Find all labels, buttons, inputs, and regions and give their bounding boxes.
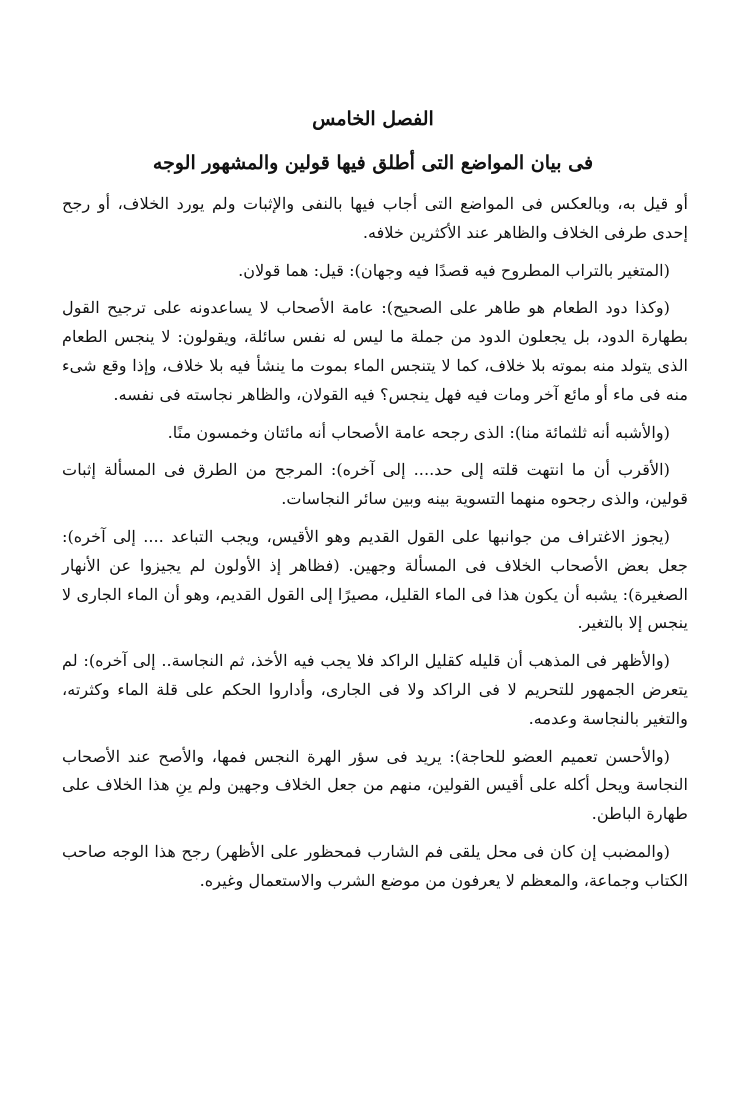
paragraph: (المتغير بالتراب المطروح فيه قصدًا فيه وجهان): قيل: هما قولان. <box>238 260 670 280</box>
paragraph: أو قيل به، وبالعكس فى المواضع التى أجاب فيها بالنفى والإثبات ولم يورد الخلاف، أو رجح إحدى طرفى الخلاف والظاهر عند الأكثرين خلافه. <box>62 194 688 242</box>
chapter-title: الفصل الخامس <box>312 108 434 130</box>
paragraph: (الأقرب أن ما انتهت قلته إلى حد.... إلى آخره): المرجح من الطرق فى المسألة إثبات قولين، والذى رجحوه منهما التسوية بينه وبين سائر النجاسات. <box>62 460 688 509</box>
paragraph: (والأشبه أنه ثلثمائة منا): الذى رجحه عامة الأصحاب أنه مائتان وخمسون منًا. <box>167 422 670 442</box>
paragraph: (والأظهر فى المذهب أن قليله كقليل الراكد فلا يجب فيه الأخذ، ثم النجاسة.. إلى آخره): لم يتعرض الجمهور للتحريم لا فى الراكد ولا فى الجارى، وأداروا الحكم على قلة الماء وكثرته، والتغير بالنجاسة وعدمه. <box>62 651 688 728</box>
body-text <box>62 190 688 905</box>
paragraph: (والمضبب إن كان فى محل يلقى فم الشارب فمحظور على الأظهر) رجح هذا الوجه صاحب الكتاب وجماعة، والمعظم لا يعرفون من موضع الشرب والاستعمال وغيره. <box>62 841 688 890</box>
section-title: فى بيان المواضع التى أطلق فيها قولين والمشهور الوجه <box>152 152 594 174</box>
paragraph: (يجوز الاغتراف من جوانبها على القول القديم وهو الأقيس، ويجب التباعد .... إلى آخره): جعل بعض الأصحاب الخلاف فى المسألة وجهين. (فظاهر إذ الأولون لم يجيزوا عن الأنهار الصغيرة): يشبه أن يكون هذا فى الماء القليل، مصيرًا إلى القول القديم، وهو أن الماء الجارى لا ينجس إلا بالتغير. <box>62 526 688 633</box>
paragraph: (والأحسن تعميم العضو للحاجة): يريد فى سؤر الهرة النجس فمها، والأصح عند الأصحاب النجاسة ويحل أكله على أقيس القولين، منهم من جعل الخلاف وجهين ولم ينِ هذا الخلاف على طهارة الباطن. <box>62 746 688 824</box>
paragraph: (وكذا دود الطعام هو طاهر على الصحيح): عامة الأصحاب لا يساعدونه على ترجيح القول بطهارة الدود، بل يجعلون الدود من جملة ما ليس له نفس سائلة، ويقولون: لا ينجس الطعام الذى يتولد منه بموته بلا خلاف، كما لا يتنجس الماء بموت ما ينشأ فيه بلا خلاف، وإذا وقع شىء منه فى ماء أو مائع آخر ومات فيه فهل ينجس؟ فيه القولان، والظاهر نجاسته فى نفسه. <box>62 298 688 404</box>
